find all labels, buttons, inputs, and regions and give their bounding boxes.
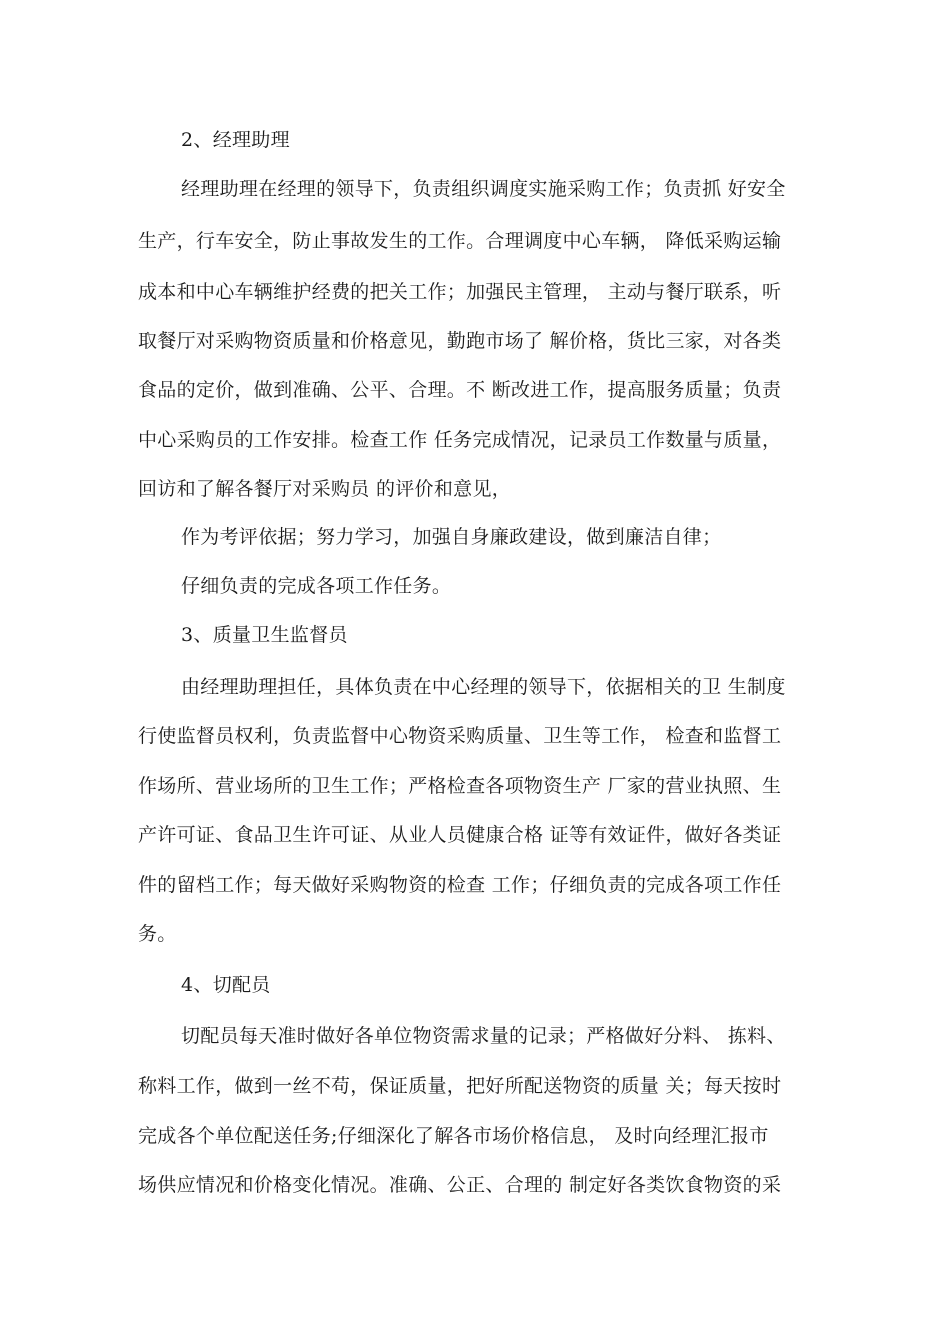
paragraph-line: 由经理助理担任，具体负责在中心经理的领导下，依据相关的卫 生制度: [181, 676, 786, 698]
paragraph-line: 完成各个单位配送任务;仔细深化了解各市场价格信息， 及时向经理汇报市: [138, 1125, 769, 1147]
section-heading-cutting-staff: 4、切配员: [181, 974, 271, 996]
paragraph-line: 务。: [138, 923, 177, 945]
paragraph-line: 经理助理在经理的领导下，负责组织调度实施采购工作；负责抓 好安全: [181, 178, 786, 200]
paragraph-line: 行使监督员权利，负责监督中心物资采购质量、卫生等工作， 检查和监督工: [138, 725, 782, 747]
paragraph-line: 生产，行车安全，防止事故发生的工作。合理调度中心车辆， 降低采购运输: [138, 230, 782, 252]
paragraph-line: 件的留档工作；每天做好采购物资的检查 工作；仔细负责的完成各项工作任: [138, 874, 782, 896]
paragraph-line: 中心采购员的工作安排。检查工作 任务完成情况，记录员工作数量与质量，: [138, 429, 782, 451]
paragraph-line: 切配员每天准时做好各单位物资需求量的记录；严格做好分料、 拣料、: [181, 1025, 786, 1047]
section-heading-quality-inspector: 3、质量卫生监督员: [181, 624, 348, 646]
section-heading-manager-assistant: 2、经理助理: [181, 129, 290, 151]
paragraph-line: 食品的定价，做到准确、公平、合理。不 断改进工作，提高服务质量；负责: [138, 379, 782, 401]
paragraph-line: 成本和中心车辆维护经费的把关工作；加强民主管理， 主动与餐厅联系，听: [138, 281, 782, 303]
paragraph-line: 作为考评依据；努力学习，加强自身廉政建设，做到廉洁自律；: [181, 526, 722, 548]
paragraph-line: 称料工作，做到一丝不苟，保证质量，把好所配送物资的质量 关；每天按时: [138, 1075, 782, 1097]
paragraph-line: 场供应情况和价格变化情况。准确、公正、合理的 制定好各类饮食物资的采: [138, 1174, 782, 1196]
paragraph-line: 回访和了解各餐厅对采购员 的评价和意见，: [138, 478, 512, 500]
paragraph-line: 产许可证、食品卫生许可证、从业人员健康合格 证等有效证件，做好各类证: [138, 824, 782, 846]
paragraph-line: 仔细负责的完成各项工作任务。: [181, 575, 452, 597]
paragraph-line: 作场所、营业场所的卫生工作；严格检查各项物资生产 厂家的营业执照、生: [138, 775, 782, 797]
paragraph-line: 取餐厅对采购物资质量和价格意见，勤跑市场了 解价格，货比三家，对各类: [138, 330, 782, 352]
